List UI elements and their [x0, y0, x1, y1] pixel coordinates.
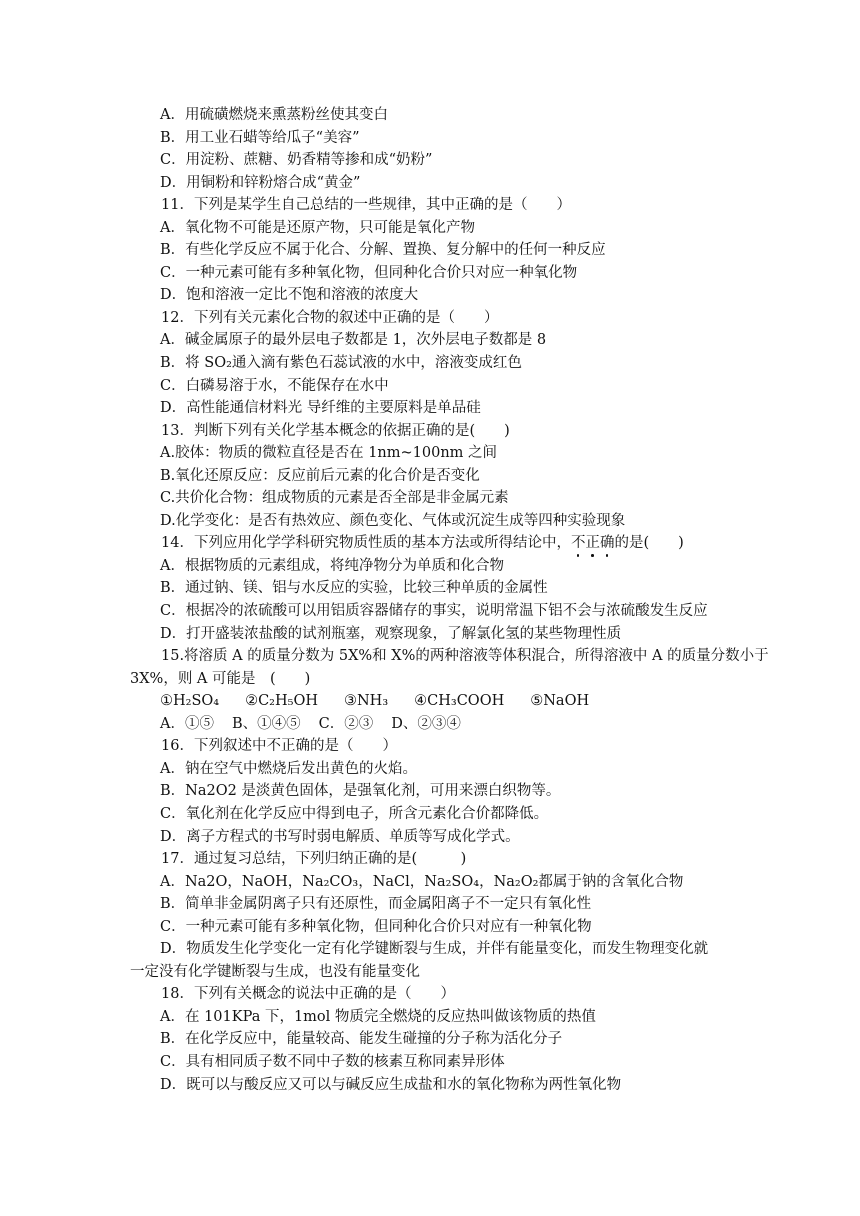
q16-stem: 16．下列叙述中不正确的是（ ）: [161, 738, 397, 755]
q10-option-b: B．用工业石蜡等给瓜子“美容”: [160, 129, 360, 146]
q16-option-c: C．氧化剂在化学反应中得到电子，所含元素化合价都降低。: [160, 805, 549, 822]
q10-option-a: A．用硫磺燃烧来熏蒸粉丝使其变白: [160, 107, 388, 123]
q11-option-b: B．有些化学反应不属于化合、分解、置换、复分解中的任何一种反应: [160, 242, 606, 259]
q15-formula: ③NH₃: [344, 693, 389, 710]
q14-emphasis-char: 确: [600, 532, 615, 555]
q15-stem-line1: 15.将溶质 A 的质量分数为 5X%和 X%的两种溶液等体积混合，所得溶液中 A 的质量分数小于: [161, 648, 769, 665]
q15-choice: D、②③④: [391, 715, 461, 732]
q16-option-d: D．离子方程式的书写时弱电解质、单质等写成化学式。: [160, 828, 520, 845]
q11-option-c: C．一种元素可能有多种氧化物，但同种化合价只对应一种氧化物: [160, 264, 578, 281]
q10-option-c: C．用淀粉、蔗糖、奶香精等掺和成“奶粉”: [160, 152, 433, 169]
q13-option-b: B.氧化还原反应：反应前后元素的化合价是否变化: [160, 467, 480, 484]
q11-stem: 11．下列是某学生自己总结的一些规律，其中正确的是（ ）: [161, 197, 571, 214]
q14-stem-before: 14．下列应用化学学科研究物质性质的基本方法或所得结论中，: [161, 535, 571, 552]
q14-option-a: A．根据物质的元素组成，将纯净物分为单质和化合物: [160, 557, 504, 574]
q18-stem: 18．下列有关概念的说法中正确的是（ ）: [161, 986, 455, 1003]
q12-option-a: A．碱金属原子的最外层电子数都是 1，次外层电子数都是 8: [160, 332, 547, 349]
q12-option-c: C．白磷易溶于水，不能保存在水中: [160, 377, 389, 394]
q16-option-a: A．钠在空气中燃烧后发出黄色的火焰。: [160, 760, 417, 777]
q14-stem: [130, 532, 740, 555]
q12-option-d: D．高性能通信材料光 导纤维的主要原料是单品硅: [160, 400, 481, 417]
q17-option-b: B．简单非金属阴离子只有还原性，而金属阳离子不一定只有氧化性: [160, 896, 592, 913]
q14-option-c: C．根据冷的浓硫酸可以用铝质容器储存的事实，说明常温下铝不会与浓硫酸发生反应: [160, 603, 708, 620]
q15-choice: A．①⑤: [160, 715, 214, 732]
q17-option-d-continuation: 一定没有化学键断裂与生成，也没有能量变化: [130, 963, 420, 980]
q14-emphasis-char: 不: [571, 532, 586, 555]
q18-option-d: D．既可以与酸反应又可以与碱反应生成盐和水的氧化物称为两性氧化物: [160, 1076, 622, 1093]
q15-choice: B、①④⑤: [231, 715, 301, 732]
question-content: [130, 104, 769, 1096]
q13-option-c: C.共价化合物：组成物质的元素是否全部是非金属元素: [160, 490, 509, 507]
q14-option-b: B．通过钠、镁、铝与水反应的实验，比较三种单质的金属性: [160, 580, 548, 597]
q13-option-a: A.胶体：物质的微粒直径是否在 1nm~100nm 之间: [160, 445, 498, 462]
q18-option-a: A．在 101KPa 下，1mol 物质完全燃烧的反应热叫做该物质的热值: [160, 1008, 596, 1025]
q16-option-b: B．Na2O2 是淡黄色固体，是强氧化剂，可用来漂白织物等。: [160, 783, 561, 800]
q11-option-a: A．氧化物不可能是还原产物，只可能是氧化产物: [160, 219, 475, 236]
q11-option-d: D．饱和溶液一定比不饱和溶液的浓度大: [160, 287, 419, 304]
q15-choice: C．②③: [318, 715, 374, 732]
q14-stem-after: 的是( ): [614, 535, 684, 552]
q17-option-a: A．Na2O，NaOH，Na₂CO₃，NaCl，Na₂SO₄，Na₂O₂都属于钠的含氧化合物: [160, 873, 684, 890]
q15-formula: ④CH₃COOH: [414, 693, 505, 710]
q13-option-d: D.化学变化：是否有热效应、颜色变化、气体或沉淀生成等四种实验现象: [160, 512, 626, 529]
q15-choice-list: [130, 713, 740, 736]
q15-formula: ①H₂SO₄: [160, 693, 220, 710]
q18-option-b: B．在化学反应中，能量较高、能发生碰撞的分子称为活化分子: [160, 1031, 563, 1048]
q18-option-c: C．具有相同质子数不同中子数的核素互称同素异形体: [160, 1053, 505, 1070]
q17-option-d: D．物质发生化学变化一定有化学键断裂与生成，并伴有能量变化，而发生物理变化就: [160, 941, 709, 958]
q14-emphasis-char: 正: [585, 532, 600, 555]
q12-option-b: B．将 SO₂通入滴有紫色石蕊试液的水中，溶液变成红色: [160, 355, 522, 372]
q10-option-d: D．用铜粉和锌粉熔合成“黄金”: [160, 174, 361, 191]
q17-stem: 17．通过复习总结，下列归纳正确的是( ): [161, 851, 467, 868]
q15-formula: ②C₂H₅OH: [245, 693, 318, 710]
q15-stem-line2: 3X%，则 A 可能是 ( ): [130, 670, 311, 687]
q15-formula-list: [130, 690, 740, 713]
q13-stem: 13．判断下列有关化学基本概念的依据正确的是( ): [161, 422, 510, 439]
q15-formula: ⑤NaOH: [530, 693, 590, 710]
q12-stem: 12．下列有关元素化合物的叙述中正确的是（ ）: [161, 309, 499, 326]
q14-option-d: D．打开盛装浓盐酸的试剂瓶塞，观察现象，了解氯化氢的某些物理性质: [160, 625, 622, 642]
q17-option-c: C．一种元素可能有多种氧化物，但同种化合价只对应有一种氧化物: [160, 918, 592, 935]
